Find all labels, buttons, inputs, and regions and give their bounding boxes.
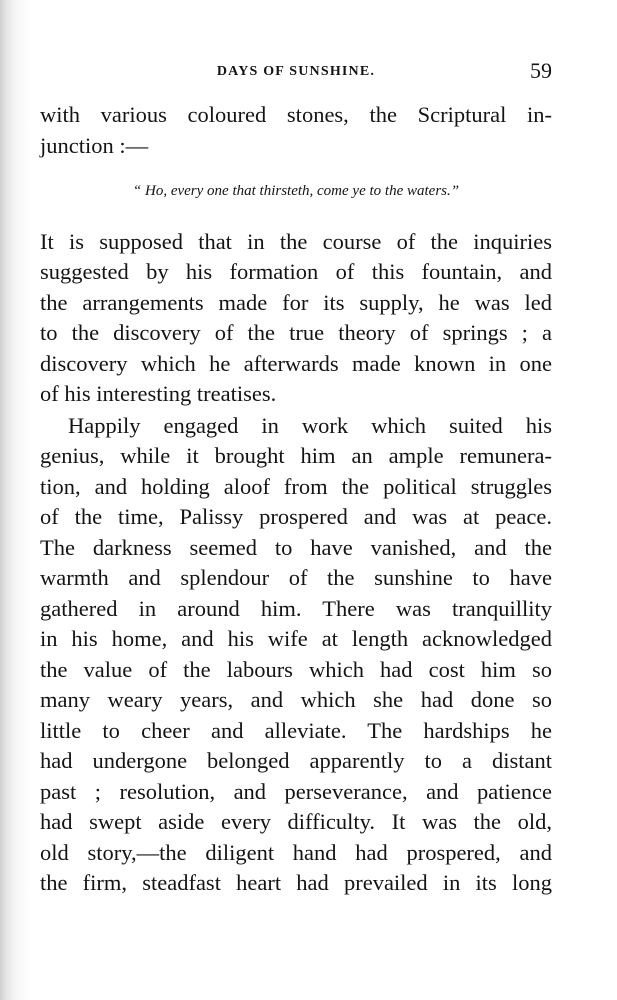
paragraph-line: the arrangements made for its supply, he was led <box>40 290 552 315</box>
paragraph-line: the value of the labours which had cost him so <box>40 657 552 682</box>
paragraph-line: genius, while it brought him an ample remunera- <box>40 443 552 468</box>
paragraph-line: old story,—the diligent hand had prospered, and <box>40 840 552 865</box>
paragraph-line: had swept aside every difficulty. It was the old, <box>40 809 552 834</box>
epigraph-quote: “ Ho, every one that thirsteth, come ye to the waters.” <box>132 183 460 199</box>
running-title: DAYS OF SUNSHINE. <box>216 64 376 79</box>
running-head <box>40 58 552 86</box>
paragraph-line: The darkness seemed to have vanished, and the <box>40 535 552 560</box>
paragraph-line: of the time, Palissy prospered and was at peace. <box>40 504 552 529</box>
page-number: 59 <box>530 58 552 83</box>
paragraph-line: suggested by his formation of this fountain, and <box>40 259 552 284</box>
paragraph-line: warmth and splendour of the sunshine to have <box>40 565 552 590</box>
paragraph-line: tion, and holding aloof from the political struggles <box>40 474 552 499</box>
paragraph-line: in his home, and his wife at length acknowledged <box>40 626 552 651</box>
text-line: junction :— <box>40 133 149 158</box>
paragraph-line: gathered in around him. There was tranquillity <box>40 596 552 621</box>
paragraph-line: little to cheer and alleviate. The hardships he <box>40 718 552 743</box>
text-line: with various coloured stones, the Scriptural in- <box>40 102 552 127</box>
paragraph-line: discovery which he afterwards made known in one <box>40 351 552 376</box>
paragraph-line: Happily engaged in work which suited his <box>68 413 552 438</box>
paragraph-line: past ; resolution, and perseverance, and patience <box>40 779 552 804</box>
paragraph-line: of his interesting treatises. <box>40 381 277 406</box>
paragraph-line: had undergone belonged apparently to a distant <box>40 748 552 773</box>
paragraph-line: many weary years, and which she had done so <box>40 687 552 712</box>
paragraph-line: the firm, steadfast heart had prevailed in its long <box>40 870 552 895</box>
paragraph-line: to the discovery of the true theory of springs ; a <box>40 320 552 345</box>
paragraph-line: It is supposed that in the course of the inquiries <box>40 229 552 254</box>
